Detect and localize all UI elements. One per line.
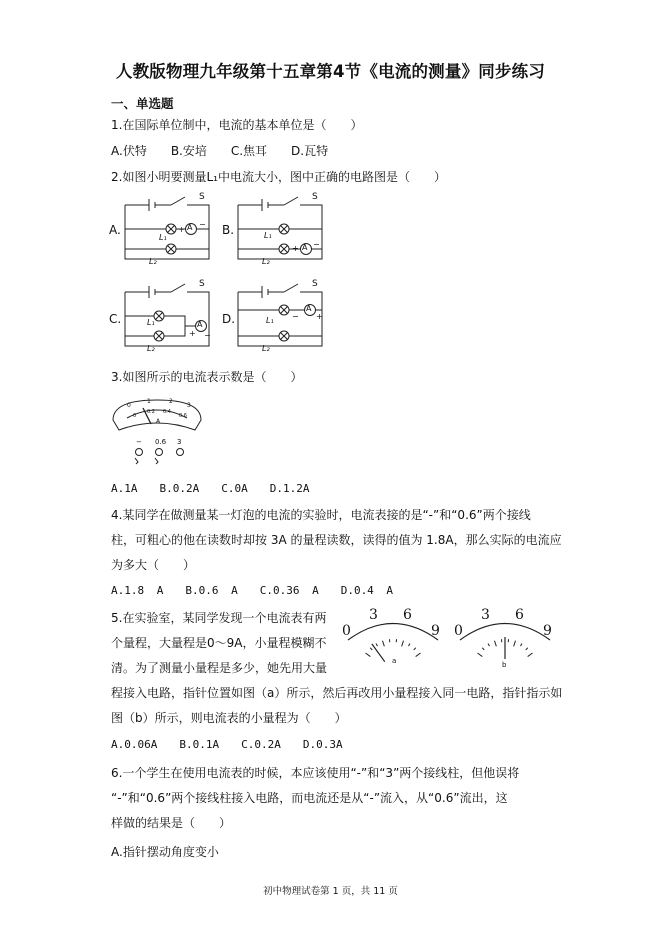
question-6-line-1: 6.一个学生在使用电流表的时候，本应该使用“-”和“3”两个接线柱，但他误将 [111,766,520,780]
dial-b-tick-mark [528,653,533,657]
dial-a-tick-mark [416,653,421,657]
circuit-d [222,280,342,360]
circuit-d-l1-label: L₁ [266,316,274,325]
question-6-option-a: A.指针摆动角度变小 [111,845,219,859]
question-5-line-1: 5.在实验室，某同学发现一个电流表有两 [111,611,327,625]
page-title: 人教版物理九年级第十五章第4节《电流的测量》同步练习 [115,62,546,81]
question-5-line-4: 程接入电路，指针位置如图（a）所示，然后再改用小量程接入同一电路，指针指示如 [111,686,563,700]
ammeter-lower-tick-3: 0.6 [179,413,187,419]
dial-b-tick-3: 3 [481,607,490,623]
dial-a-tick-mark [402,641,404,647]
dial-b-tick-mark [526,648,528,650]
circuit-d-minus: − [292,312,299,321]
circuit-d-diagram [222,280,342,360]
dial-b-tick-mark [488,644,490,647]
dial-b-tick-0: 0 [454,623,463,639]
dial-a-tick-mark [409,644,411,647]
section-heading: 一、单选题 [111,96,174,111]
question-4-line-3: 为多大（ ） [111,558,196,572]
circuit-c-minus: − [204,331,211,340]
dial-b [450,603,560,677]
dial-a-tick-mark [382,641,384,647]
ammeter-figure [109,394,205,466]
circuit-c-label: C. [109,312,122,326]
dial-b-tick-mark [514,641,516,647]
dial-a-tick-6: 6 [403,607,412,623]
question-4-options: A.1.8 A B.0.6 A C.0.36 A D.0.4 A [111,584,394,597]
circuit-b-minus: − [313,240,320,249]
circuit-c [109,280,229,360]
question-6-line-2: “-”和“0.6”两个接线柱接入电路，而电流还是从“-”流入，从“0.6”流出，这 [111,791,508,805]
ammeter-unit: A [156,418,161,425]
ammeter-terminal-minus: − [136,438,142,446]
dial-b-tick-mark [494,641,496,647]
dial-b-tick-9: 9 [543,623,552,639]
ammeter-terminal-3: 3 [177,438,182,446]
dial-a-diagram [338,603,448,677]
circuit-b-switch-label: S [312,192,318,202]
dial-a-tick-mark [414,648,416,650]
ammeter-lower-tick-2: 0.4 [163,409,171,415]
circuit-c-l1-label: L₁ [147,318,155,327]
question-1-options: A.伏特 B.安培 C.焦耳 D.瓦特 [111,144,329,158]
question-4-line-2: 柱，可粗心的他在读数时却按 3A 的量程读数，读得的值为 1.8A，那么实际的电流应 [111,533,562,547]
dial-b-tick-mark [521,644,523,647]
circuit-d-label: D. [222,312,236,326]
question-3-options: A.1A B.0.2A C.0A D.1.2A [111,482,310,495]
circuit-a-l2-label: L₂ [149,257,157,266]
circuit-d-plus: + [316,312,323,321]
ammeter-terminal-0-6: 0.6 [155,438,167,446]
question-4-line-1: 4.某同学在做测量某一灯泡的电流的实验时，电流表接的是“-”和“0.6”两个接线 [111,508,531,522]
circuit-d-l2-label: L₂ [262,344,270,353]
circuit-a-meter-label: A [187,223,193,232]
circuit-b-diagram [222,193,342,273]
dial-a-tick-9: 9 [431,623,440,639]
dial-a-caption: a [392,657,397,665]
circuit-a-minus: − [199,220,206,229]
circuit-c-diagram [109,280,229,360]
circuit-c-plus: + [189,329,196,338]
ammeter-lower-tick-0: 0 [133,413,137,419]
ammeter-terminals-icon [129,446,199,466]
dial-a [338,603,448,677]
dial-a-tick-0: 0 [342,623,351,639]
question-6-line-3: 样做的结果是（ ） [111,816,232,830]
question-1-stem: 1.在国际单位制中，电流的基本单位是（ ） [111,118,363,132]
dial-b-tick-mark [477,653,482,657]
ammeter-upper-tick-2: 2 [169,398,173,405]
dial-a-tick-mark [376,644,378,647]
dial-a-tick-3: 3 [369,607,378,623]
circuit-b-l2-label: L₂ [262,257,270,266]
circuit-d-switch-label: S [312,279,318,289]
ammeter-upper-tick-1: 1 [147,398,151,405]
question-5-line-3: 清。为了测量小量程是多少，她先用大量 [111,661,328,675]
dial-a-tick-mark [370,648,372,650]
ammeter-upper-tick-0: 0 [127,402,131,409]
question-2-stem: 2.如图小明要测量L₁中电流大小，图中正确的电路图是（ ） [111,170,446,184]
circuit-c-meter-label: A [197,320,203,329]
circuit-a-diagram [109,193,229,273]
circuit-d-meter-label: A [306,304,312,313]
circuit-a-label: A. [109,223,121,237]
circuit-b [222,193,342,273]
dial-b-caption: b [502,661,507,669]
question-3-stem: 3.如图所示的电流表示数是（ ） [111,370,303,384]
dial-a-needle [372,644,385,662]
ammeter-lower-tick-1: 0.2 [147,409,155,415]
circuit-b-label: B. [222,223,235,237]
dial-b-tick-mark [482,648,484,650]
question-5-options: A.0.06A B.0.1A C.0.2A D.0.3A [111,738,343,751]
ammeter-upper-tick-3: 3 [187,402,191,409]
circuit-b-plus: + [292,244,299,253]
dial-b-tick-6: 6 [515,607,524,623]
question-5-line-5: 图（b）所示，则电流表的小量程为（ ） [111,711,347,725]
circuit-b-l1-label: L₁ [264,231,272,240]
dial-a-tick-mark [365,653,370,657]
circuit-a [109,193,229,273]
circuit-a-l1-label: L₁ [159,233,167,242]
circuit-a-switch-label: S [199,192,205,202]
circuit-c-switch-label: S [199,279,205,289]
circuit-b-meter-label: A [302,243,308,252]
circuit-c-l2-label: L₂ [147,344,155,353]
question-5-line-2: 个量程，大量程是0～9A，小量程模糊不 [111,636,327,650]
page-footer: 初中物理试卷第 1 页，共 11 页 [263,886,398,897]
circuit-a-plus: + [178,225,185,234]
